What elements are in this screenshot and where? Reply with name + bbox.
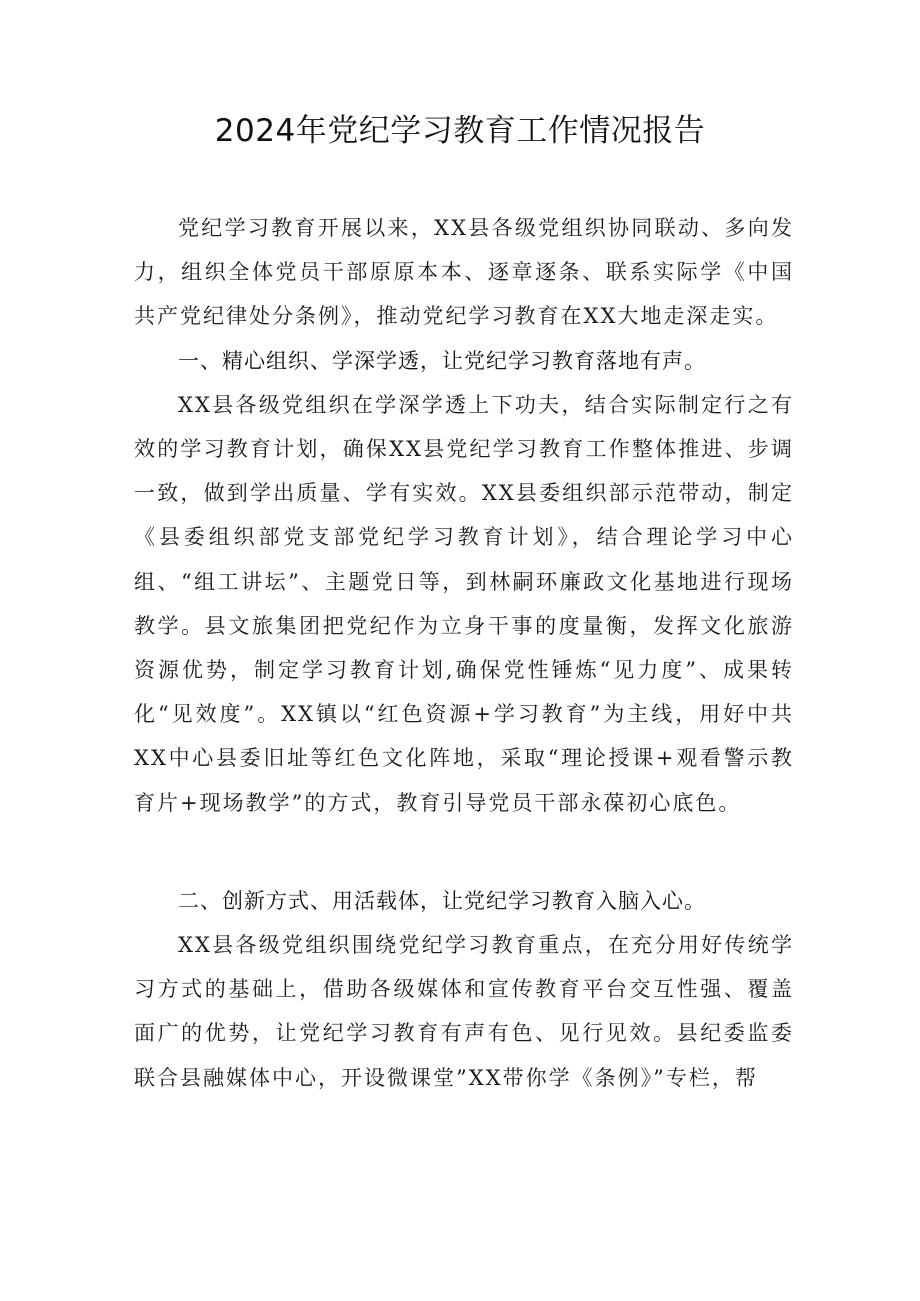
document-title: 2024年党纪学习教育工作情况报告	[214, 113, 706, 149]
intro-paragraph: 党纪学习教育开展以来，XX县各级党组织协同联动、多向发力，组织全体党员干部原原本本、逐章逐条、联系实际学《中国共产党纪律处分条例》，推动党纪学习教育在XX大地走深走实。	[134, 216, 794, 329]
section-1-heading: 一、精心组织、学深学透，让党纪学习教育落地有声。	[178, 348, 706, 373]
section-1-paragraph: XX县各级党组织在学深学透上下功夫，结合实际制定行之有效的学习教育计划，确保XX县党纪学习教育工作整体推进、步调一致，做到学出质量、学有实效。XX县委组织部示范带动，制定《县委组织部党支部党纪学习教育计划》，结合理论学习中心组、“组工讲坛”、主题党日等，到林嗣环廉政文化基地进行现场教学。县文旅集团把党纪作为立身干事的度量衡，发挥文化旅游资源优势，制定学习教育计划,确保党性锤炼“见力度”、成果转化“见效度”。XX镇以“红色资源+学习教育”为主线，用好中共XX中心县委旧址等红色文化阵地，采取“理论授课+观看警示教育片+现场教学”的方式，教育引导党员干部永葆初心底色。	[134, 392, 794, 815]
document-body	[134, 206, 794, 1100]
section-gap	[134, 825, 794, 879]
section-2-paragraph: XX县各级党组织围绕党纪学习教育重点，在充分用好传统学习方式的基础上，借助各级媒体和宣传教育平台交互性强、覆盖面广的优势，让党纪学习教育有声有色、见行见效。县纪委监委联合县融媒体中心，开设微课堂”XX带你学《条例》”专栏，帮	[134, 933, 794, 1090]
section-2-heading: 二、创新方式、用活载体，让党纪学习教育入脑入心。	[178, 888, 706, 913]
